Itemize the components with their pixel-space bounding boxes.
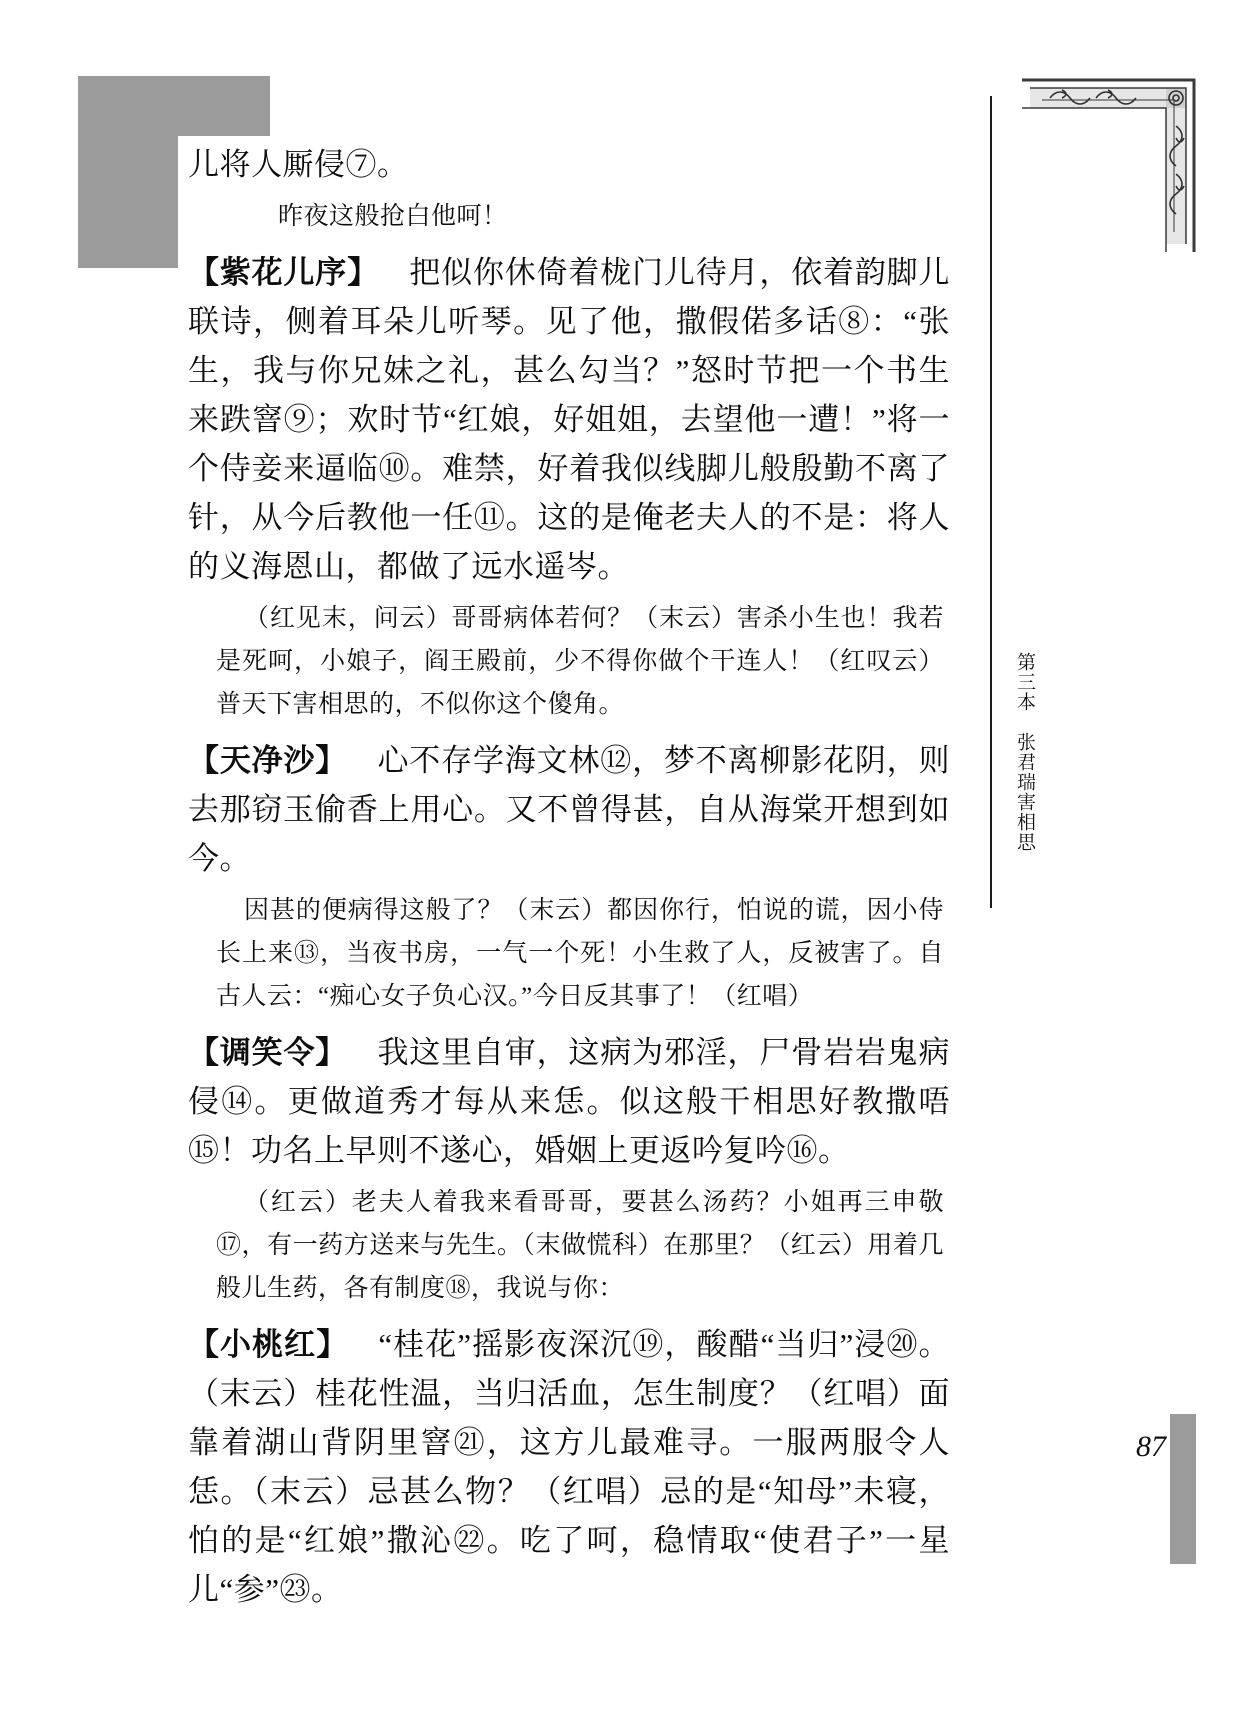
main-text-column bbox=[188, 140, 950, 1616]
verse-continuation-text: 儿将人厮侵⑦。 bbox=[188, 147, 409, 182]
page-number: 87 bbox=[1136, 1430, 1166, 1463]
prose-line-1 bbox=[188, 195, 950, 238]
prose-line-1-text: 昨夜这般抢白他呵！ bbox=[278, 203, 508, 230]
ornamental-corner-icon bbox=[1020, 78, 1196, 254]
tune-title-tiaoxiaoling: 【调笑令】 bbox=[188, 1035, 348, 1070]
prose-block-3-text: 因甚的便病得这般了？（末云）都因你行，怕说的谎，因小侍长上来⑬，当夜书房，一气一个死！小生救了人，反被害了。自古人云：“痴心女子负心汉。”今日反其事了！（红唱） bbox=[216, 897, 944, 1010]
prose-block-3 bbox=[188, 889, 950, 1018]
prose-block-2 bbox=[188, 597, 950, 726]
tune-title-xiaotaohong: 【小桃红】 bbox=[188, 1327, 349, 1362]
prose-block-4-text: （红云）老夫人着我来看哥哥，要甚么汤药？小姐再三申敬⑰，有一药方送来与先生。（末做慌科）在那里？（红云）用着几般儿生药，各有制度⑱，我说与你： bbox=[216, 1189, 944, 1302]
verse-zihuaerxu bbox=[188, 248, 950, 591]
prose-block-4 bbox=[188, 1181, 950, 1310]
corner-block-vertical bbox=[78, 76, 178, 268]
side-rule-divider bbox=[990, 96, 992, 908]
footer-bar-decoration bbox=[1170, 1414, 1196, 1564]
verse-zihuaerxu-text: 把似你休倚着栊门儿待月，依着韵脚儿联诗，侧着耳朵儿听琴。见了他，撒假偌多话⑧：“张生，我与你兄妹之礼，甚么勾当？”怒时节把一个书生来跌窨⑨；欢时节“红娘，好姐姐，去望他一遭！”将一个侍妾来逼临⑩。难禁，好着我似线脚儿般殷勤不离了针，从今后教他一任⑪。这的是俺老夫人的不是：将人的义海恩山，都做了远水遥岑。 bbox=[188, 255, 951, 584]
verse-xiaotaohong bbox=[188, 1320, 950, 1614]
side-title-text: 第三本 张君瑞害相思 bbox=[1014, 652, 1035, 852]
tune-title-tianjingsha: 【天净沙】 bbox=[188, 743, 348, 778]
verse-tianjingsha bbox=[188, 736, 950, 883]
running-side-title bbox=[1002, 652, 1046, 860]
verse-xiaotaohong-text: “桂花”摇影夜深沉⑲，酸醋“当归”浸⑳。（末云）桂花性温，当归活血，怎生制度？（红唱）面靠着湖山背阴里窨㉑，这方儿最难寻。一服两服令人恁。（末云）忌甚么物？（红唱）忌的是“知母”未寝，怕的是“红娘”撒沁㉒。吃了呵，稳情取“使君子”一星儿“参”㉓。 bbox=[188, 1327, 950, 1607]
verse-tiaoxiaoling-text: 我这里自审，这病为邪淫，尸骨岩岩鬼病侵⑭。更做道秀才每从来恁。似这般干相思好教撒唔⑮！功名上早则不遂心，婚姻上更返吟复吟⑯。 bbox=[188, 1035, 951, 1168]
verse-tiaoxiaoling bbox=[188, 1028, 950, 1175]
verse-continuation bbox=[188, 140, 950, 189]
tune-title-zihuaerxu: 【紫花儿序】 bbox=[188, 255, 379, 290]
prose-block-2-text: （红见末，问云）哥哥病体若何？（末云）害杀小生也！我若是死呵，小娘子，阎王殿前，少不得你做个干连人！（红叹云）普天下害相思的，不似你这个傻角。 bbox=[216, 605, 944, 718]
verse-tianjingsha-text: 心不存学海文林⑫，梦不离柳影花阴，则去那窃玉偷香上用心。又不曾得甚，自从海棠开想到如今。 bbox=[188, 743, 951, 876]
